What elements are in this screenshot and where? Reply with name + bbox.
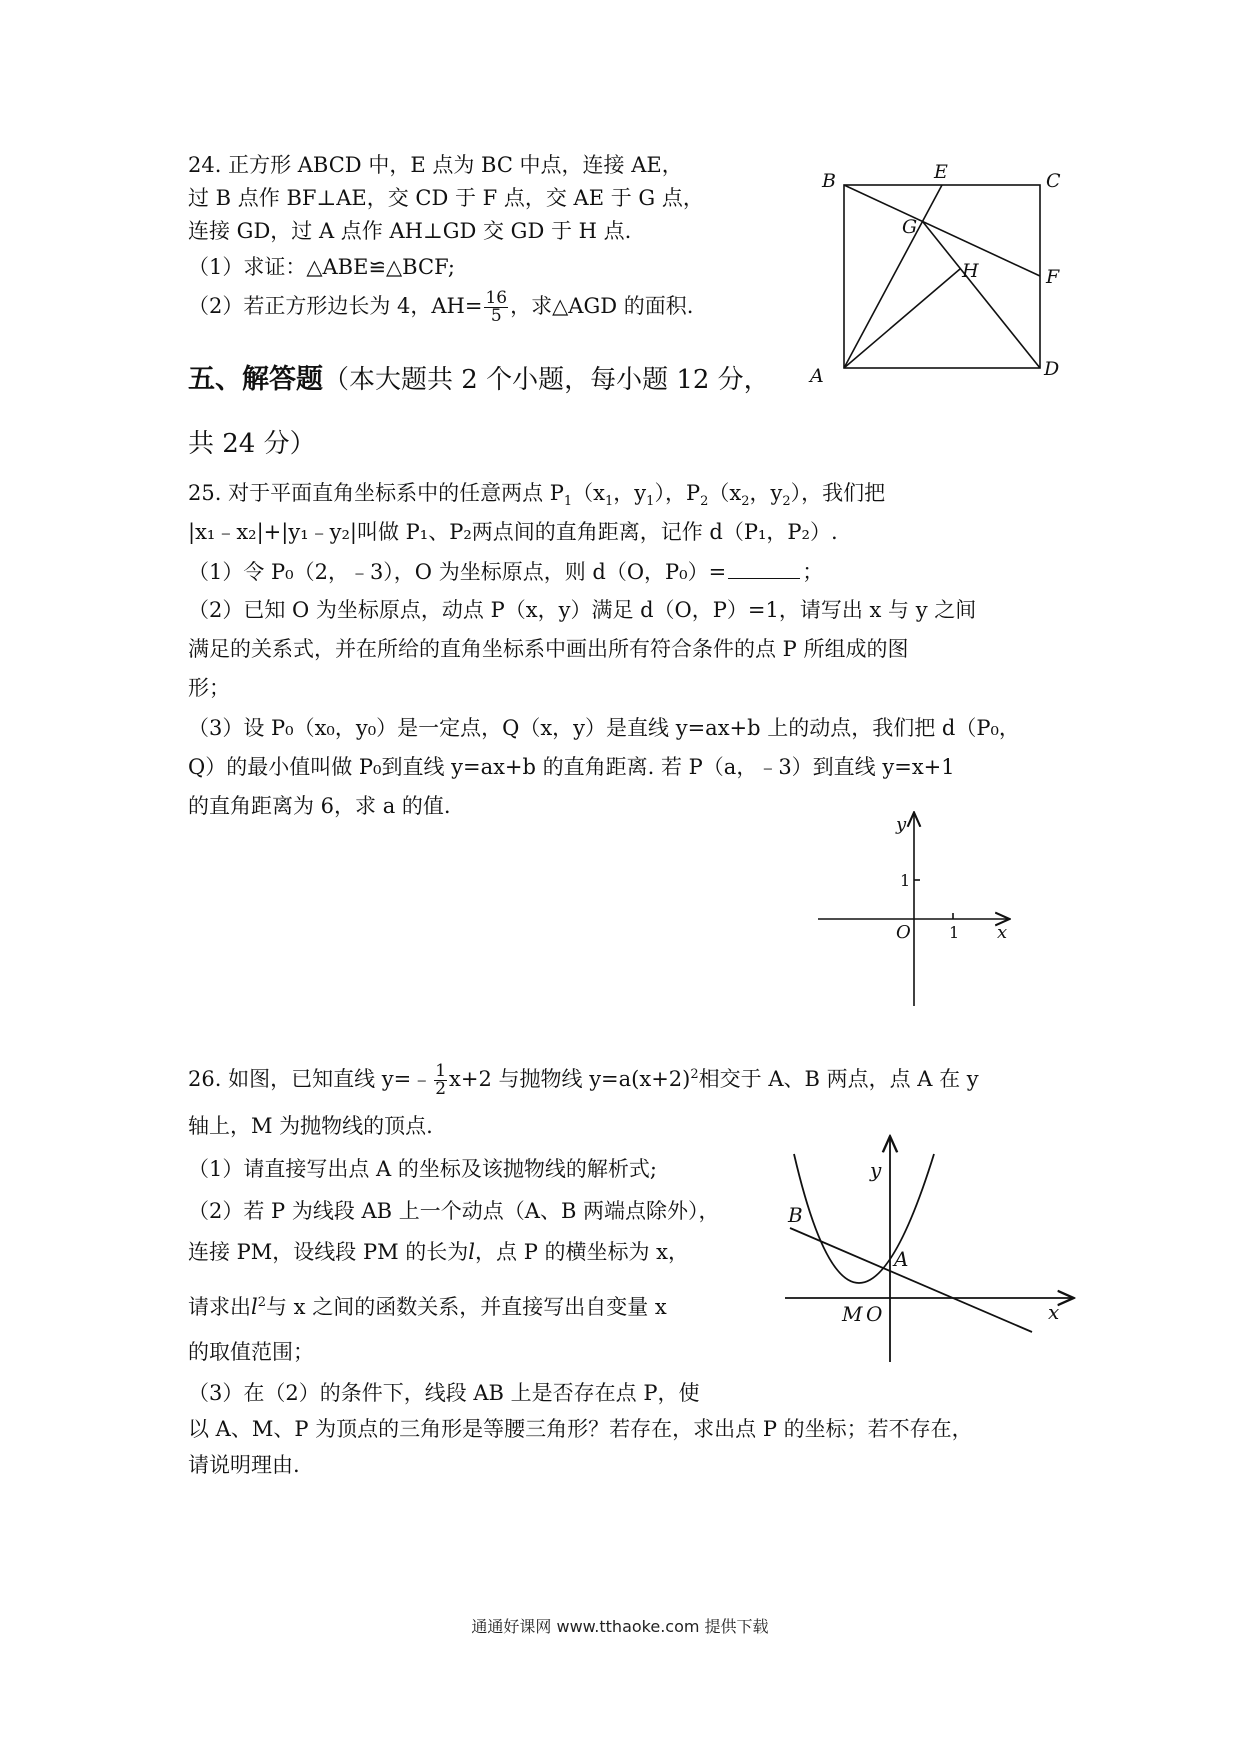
q26-line1: 26. 如图，已知直线 y=﹣ $\frac{1}{2}$ x+2 与抛物线 $y=a(x+2)^2$相交于 A、B 两点，点 A 在 y	[188, 1061, 979, 1099]
page-footer: 通通好课网 www.tthaoke.com 提供下载	[471, 1617, 769, 1636]
point-b-label: B	[788, 1203, 803, 1227]
section5-heading-line2: 共 24 分）	[188, 429, 316, 459]
q25-part2-line3: 形；	[188, 676, 230, 700]
q25-part1: （1）令 P₀（2，﹣3），O 为坐标原点，则 d（O，P₀）= ；	[188, 556, 823, 587]
q26-part2-line1: （2）若 P 为线段 AB 上一个动点（A、B 两端点除外），	[188, 1199, 720, 1223]
q26-part2-line2: 连接 PM，设线段 PM 的长为l，点 P 的横坐标为 x，	[188, 1240, 690, 1264]
q24-part1: （1）求证：△ABE≌△BCF;	[188, 255, 455, 279]
q26-part3-line1: （3）在（2）的条件下，线段 AB 上是否存在点 P，使	[188, 1381, 700, 1405]
label-h: H	[962, 260, 979, 282]
x-label-26: x	[1048, 1300, 1060, 1324]
segment-ah	[844, 269, 960, 368]
q25-part3-line1: （3）设 P₀（x₀，y₀）是一定点，Q（x，y）是直线 y=ax+b 上的动点，我们把 d（P₀，	[188, 716, 1020, 740]
q25-part2-line2: 满足的关系式，并在所给的直角坐标系中画出所有符合条件的点 P 所组成的图	[188, 637, 909, 661]
label-e: E	[934, 161, 948, 183]
parabola-figure	[780, 1132, 1080, 1372]
y-axis-label: y	[896, 814, 907, 835]
label-d: D	[1044, 358, 1060, 380]
line-ab	[790, 1228, 1032, 1332]
q25-part3-line3: 的直角距离为 6，求 a 的值.	[188, 794, 451, 818]
fraction-16-5: $\frac{16}{5}$	[485, 288, 508, 326]
label-f: F	[1046, 266, 1060, 288]
q25-part2-line1: （2）已知 O 为坐标原点，动点 P（x，y）满足 d（O，P）=1，请写出 x 与 y 之间	[188, 598, 977, 622]
y-label-26: y	[870, 1158, 882, 1182]
q24-line1: 24. 正方形 ABCD 中，E 点为 BC 中点，连接 AE，	[188, 153, 683, 177]
label-c: C	[1046, 170, 1061, 192]
q25-line2: |x₁﹣x₂|+|y₁﹣y₂|叫做 P₁、P₂两点间的直角距离，记作 d（P₁，P₂）.	[188, 520, 838, 544]
label-b: B	[822, 170, 836, 192]
q26-part1: （1）请直接写出点 A 的坐标及该抛物线的解析式;	[188, 1157, 657, 1181]
parabola-curve	[794, 1154, 934, 1283]
label-a: A	[810, 365, 824, 387]
x-tick-1: 1	[949, 923, 960, 942]
q26-part2-line3: 请求出$l^2$与 x 之间的函数关系，并直接写出自变量 x	[188, 1295, 667, 1319]
q24-part2: （2）若正方形边长为 4，AH= $\frac{16}{5}$ ，求△AGD 的面积.	[188, 288, 694, 326]
q26-part3-line3: 请说明理由.	[188, 1453, 300, 1477]
section5-heading: 五、解答题（本大题共 2 个小题，每小题 12 分，	[188, 364, 770, 395]
q24-line3: 连接 GD，过 A 点作 AH⊥GD 交 GD 于 H 点.	[188, 219, 632, 243]
origin-label-26: O	[866, 1302, 883, 1326]
y-tick-1: 1	[900, 871, 911, 890]
q24-line2: 过 B 点作 BF⊥AE，交 CD 于 F 点，交 AE 于 G 点，	[188, 186, 704, 210]
q26-line2: 轴上，M 为抛物线的顶点.	[188, 1114, 433, 1138]
x-axis-label: x	[997, 922, 1008, 943]
square-abcd	[844, 185, 1040, 368]
square-figure	[810, 161, 1061, 387]
answer-blank[interactable]	[728, 556, 800, 579]
segment-bf	[844, 185, 1040, 276]
fraction-1-2: $\frac{1}{2}$	[435, 1061, 447, 1099]
vertex-m-label: M	[842, 1302, 863, 1326]
coordinate-axes	[818, 808, 1018, 1008]
q25-line1: 25. 对于平面直角坐标系中的任意两点 $P_1(x_1$，$y_1$），$P_2(x_2$，$y_2$），我们把	[188, 481, 886, 510]
label-g: G	[902, 216, 918, 238]
q25-part3-line2: Q）的最小值叫做 P₀到直线 y=ax+b 的直角距离. 若 P（a，﹣3）到直线 y=x+1	[188, 755, 955, 779]
q26-part2-line4: 的取值范围；	[188, 1340, 314, 1364]
segment-gd	[923, 222, 1040, 368]
q26-part3-line2: 以 A、M、P 为顶点的三角形是等腰三角形？若存在，求出点 P 的坐标；若不存在，	[188, 1417, 973, 1441]
origin-label: O	[896, 922, 911, 943]
point-a-label: A	[894, 1247, 909, 1271]
segment-ae	[844, 185, 942, 368]
